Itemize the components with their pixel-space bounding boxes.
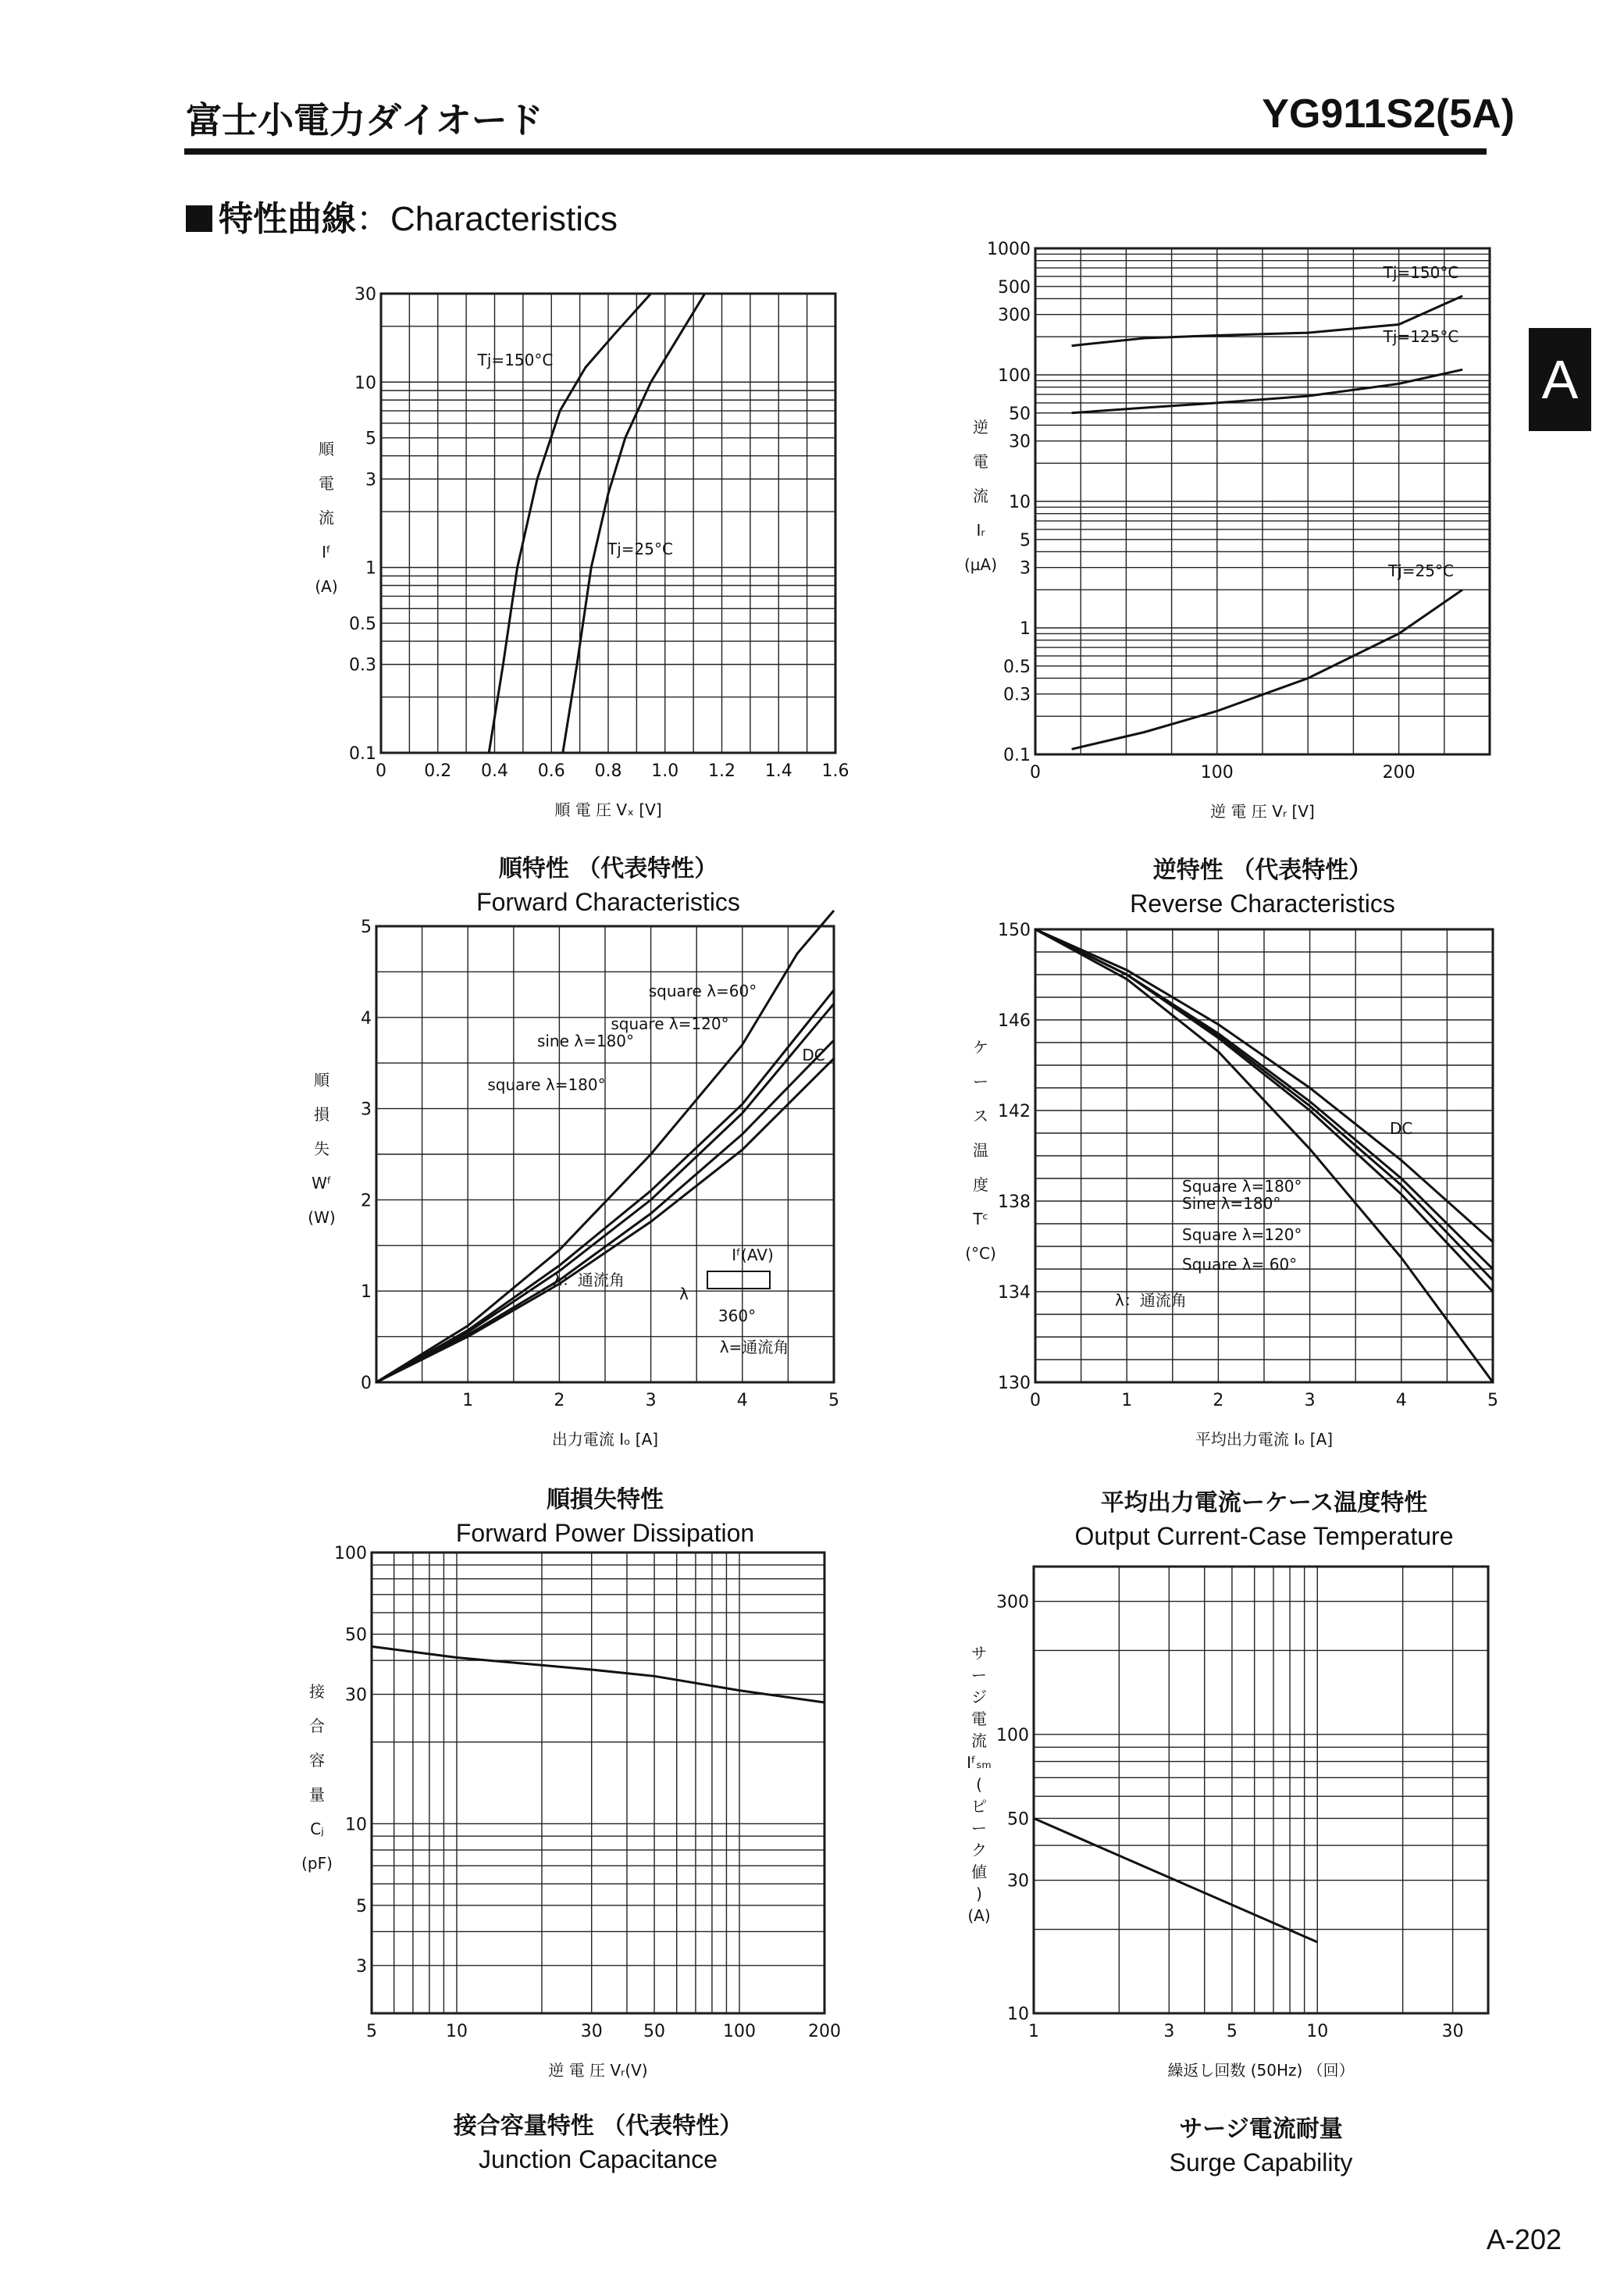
y-axis-label-char: Tᶜ [973, 1210, 988, 1228]
y-tick-label: 5 [361, 918, 372, 937]
y-axis-label-char: 容 [309, 1751, 325, 1770]
y-tick-label: 2 [361, 1191, 372, 1211]
y-tick-label: 30 [354, 285, 376, 305]
legend-label: DC [1390, 1119, 1413, 1138]
y-axis-label-char: Iᵣ [976, 521, 985, 540]
x-tick-label: 5 [366, 2022, 377, 2041]
y-axis-label-char: 合 [309, 1717, 325, 1735]
y-axis-label-char: (W) [308, 1208, 336, 1227]
capacitance-plot-frame [372, 1553, 824, 2013]
y-tick-label: 134 [998, 1283, 1031, 1303]
x-tick-label: 0 [1030, 763, 1041, 783]
x-tick-label: 5 [1487, 1391, 1498, 1410]
y-tick-label: 146 [998, 1011, 1031, 1031]
chart-caption-jp: 順特性 （代表特性） [498, 855, 718, 882]
y-tick-label: 100 [996, 1725, 1029, 1745]
y-axis-label-char: 流 [319, 508, 334, 527]
x-tick-label: 1.6 [821, 761, 849, 781]
x-tick-label: 200 [1382, 763, 1416, 783]
y-tick-label: 5 [356, 1896, 367, 1916]
y-axis-label-char: サ [971, 1644, 987, 1663]
chart-caption-en: Output Current-Case Temperature [1074, 1522, 1454, 1550]
x-tick-label: 1 [462, 1391, 474, 1410]
y-axis-label-char: 順 [314, 1071, 329, 1089]
y-tick-label: 142 [998, 1102, 1031, 1121]
x-axis-label: 順 電 圧 Vₓ [V] [554, 800, 662, 819]
y-tick-label: 0.5 [1003, 657, 1031, 677]
series-label: Tj=25°C [607, 540, 673, 558]
waveform-pulse [707, 1271, 770, 1289]
x-tick-label: 5 [1226, 2022, 1238, 2041]
y-tick-label: 30 [1009, 432, 1031, 452]
legend-label: Square λ=180° [1182, 1177, 1302, 1196]
chart-caption-en: Forward Characteristics [476, 888, 740, 916]
y-tick-label: 1 [365, 558, 376, 579]
legend-label: Square λ= 60° [1182, 1255, 1298, 1274]
x-tick-label: 0 [376, 761, 386, 781]
y-axis-label-char: ピ [971, 1797, 987, 1816]
series-label: Tj=25°C [1388, 561, 1454, 580]
forward-grid [381, 294, 835, 753]
x-tick-label: 0 [1030, 1391, 1041, 1410]
series-label: Tj=150°C [477, 351, 554, 369]
capacitance-chart [301, 1544, 841, 2173]
x-tick-label: 4 [736, 1391, 748, 1410]
y-tick-label: 138 [998, 1192, 1031, 1212]
x-axis-label: 出力電流 Iₒ [A] [551, 1430, 659, 1449]
chart-caption-en: Reverse Characteristics [1130, 889, 1395, 918]
y-tick-label: 300 [998, 305, 1031, 326]
x-tick-label: 10 [1306, 2022, 1329, 2041]
y-tick-label: 3 [1020, 558, 1031, 579]
x-tick-label: 0.6 [537, 761, 565, 781]
y-axis-label-char: ( [976, 1775, 982, 1794]
y-axis-label-char: Cⱼ [310, 1820, 324, 1838]
y-axis-label-char: 量 [309, 1785, 325, 1804]
y-tick-label: 5 [365, 429, 376, 449]
y-tick-label: 100 [998, 366, 1031, 386]
x-tick-label: 3 [645, 1391, 657, 1410]
y-tick-label: 3 [356, 1956, 367, 1977]
annotation: λ=通流角 [719, 1338, 789, 1356]
capacitance-grid [372, 1553, 824, 2013]
annotation: 360° [718, 1307, 757, 1325]
x-tick-label: 2 [1213, 1391, 1224, 1410]
series-label: square λ=60° [648, 982, 757, 1000]
chart-caption-en: Junction Capacitance [479, 2145, 718, 2173]
y-tick-label: 50 [1007, 1809, 1029, 1830]
y-axis-label-char: ケ [973, 1038, 988, 1057]
y-tick-label: 1 [1020, 619, 1031, 639]
section-title-en: Characteristics [390, 200, 618, 238]
y-tick-label: 0.3 [1003, 685, 1031, 705]
y-tick-label: 10 [345, 1815, 367, 1835]
y-tick-label: 0.1 [349, 744, 376, 764]
annotation: λ：通流角 [553, 1271, 625, 1289]
y-axis-label-char: Iᶠₛₘ [967, 1753, 992, 1772]
y-axis-label-char: ー [973, 1072, 988, 1091]
x-tick-label: 1.4 [764, 761, 792, 781]
y-tick-label: 30 [345, 1685, 367, 1706]
x-tick-label: 100 [723, 2022, 757, 2041]
y-axis-label-char: ) [976, 1884, 982, 1903]
y-tick-label: 3 [361, 1100, 372, 1120]
series-label: Tj=125°C [1383, 327, 1459, 346]
y-axis-label-char: (A) [967, 1906, 991, 1925]
y-axis-label-char: 流 [971, 1731, 987, 1750]
legend-label: λ：通流角 [1115, 1291, 1187, 1310]
x-tick-label: 1.0 [651, 761, 679, 781]
y-tick-label: 50 [345, 1625, 367, 1645]
y-axis-label-char: 逆 [973, 418, 988, 437]
legend-label: Square λ=120° [1182, 1225, 1302, 1244]
y-axis-label-char: 電 [319, 474, 334, 493]
case_temp-chart [965, 921, 1498, 1550]
forward-chart [315, 285, 849, 916]
y-axis-label-char: 失 [314, 1139, 329, 1158]
y-axis-label-char: ス [973, 1107, 988, 1125]
x-tick-label: 4 [1395, 1391, 1407, 1410]
reverse-series-line-3 [1072, 590, 1463, 749]
y-axis-label-char: 度 [973, 1175, 988, 1194]
y-axis-label-char: (pF) [301, 1854, 333, 1873]
series-label: DC [802, 1046, 825, 1064]
chart-caption-en: Surge Capability [1169, 2148, 1353, 2176]
y-axis-label-char: 流 [973, 487, 988, 505]
y-tick-label: 0 [361, 1374, 372, 1393]
series-label: square λ=120° [611, 1014, 729, 1033]
x-tick-label: 0.4 [481, 761, 508, 781]
x-tick-label: 0.2 [424, 761, 452, 781]
reverse-grid [1035, 248, 1490, 754]
x-axis-label: 逆 電 圧 Vᵣ(V) [548, 2061, 648, 2080]
y-tick-label: 30 [1007, 1871, 1029, 1891]
y-axis-label-char: 電 [973, 452, 988, 471]
case_temp-grid [1035, 929, 1493, 1382]
y-axis-label-char: Iᶠ [322, 543, 331, 561]
section-title-separator: ： [356, 199, 390, 239]
x-axis-label: 繰返し回数 (50Hz) （回） [1167, 2061, 1355, 2080]
y-axis-label-char: ー [971, 1666, 987, 1684]
x-tick-label: 5 [828, 1391, 839, 1410]
y-tick-label: 100 [334, 1544, 367, 1563]
y-tick-label: 10 [1009, 493, 1031, 512]
y-tick-label: 5 [1020, 530, 1031, 551]
reverse-series-line-2 [1072, 369, 1463, 413]
annotation: Iᶠ(AV) [732, 1246, 774, 1264]
surge-grid [1034, 1567, 1488, 2013]
y-axis-label-char: 順 [319, 440, 334, 458]
x-axis-label: 逆 電 圧 Vᵣ [V] [1210, 802, 1315, 821]
series-label: square λ=180° [487, 1075, 606, 1094]
annotation: λ [679, 1285, 689, 1303]
x-tick-label: 1 [1028, 2022, 1039, 2041]
y-axis-label-char: ク [971, 1841, 987, 1859]
y-axis-label-char: 温 [973, 1141, 988, 1160]
x-tick-label: 2 [554, 1391, 565, 1410]
legend-label: Sine λ=180° [1182, 1194, 1281, 1213]
section-title-jp: 特性曲線 [219, 199, 356, 239]
side-tab: A [1529, 328, 1591, 431]
y-axis-label-char: ジ [971, 1688, 987, 1706]
y-tick-label: 10 [1007, 2005, 1029, 2024]
power-grid [376, 926, 834, 1382]
series-label: Tj=150°C [1383, 263, 1459, 282]
y-axis-label-char: Wᶠ [312, 1174, 332, 1192]
y-tick-label: 1 [361, 1282, 372, 1303]
y-tick-label: 0.5 [349, 615, 376, 635]
x-tick-label: 50 [643, 2022, 666, 2041]
y-axis-label-char: (μA) [963, 555, 998, 574]
chart-caption-jp: 平均出力電流ーケース温度特性 [1100, 1489, 1428, 1517]
y-tick-label: 4 [361, 1008, 372, 1028]
part-number: YG911S2(5A) [1262, 91, 1515, 137]
y-tick-label: 300 [996, 1592, 1029, 1613]
x-tick-label: 30 [580, 2022, 603, 2041]
y-axis-label-char: (°C) [965, 1244, 996, 1263]
x-tick-label: 1.2 [708, 761, 735, 781]
chart-caption-jp: 逆特性 （代表特性） [1152, 857, 1373, 884]
y-tick-label: 130 [998, 1374, 1031, 1393]
y-axis-label-char: 値 [971, 1863, 987, 1881]
forward-series-line-2 [563, 294, 705, 753]
chart-caption-jp: 順損失特性 [547, 1486, 664, 1513]
x-tick-label: 10 [445, 2022, 468, 2041]
y-axis-label-char: (A) [315, 577, 338, 596]
y-axis-label-char: ー [971, 1819, 987, 1838]
y-tick-label: 3 [365, 470, 376, 490]
power-chart [308, 911, 839, 1547]
y-tick-label: 50 [1009, 404, 1031, 424]
chart-caption-en: Forward Power Dissipation [455, 1519, 755, 1547]
x-tick-label: 0.8 [594, 761, 622, 781]
x-tick-label: 30 [1441, 2022, 1464, 2041]
x-axis-label: 平均出力電流 Iₒ [A] [1195, 1430, 1334, 1449]
x-tick-label: 1 [1121, 1391, 1133, 1410]
y-axis-label-char: 損 [314, 1105, 329, 1124]
y-tick-label: 0.3 [349, 655, 376, 676]
y-tick-label: 500 [998, 277, 1031, 298]
x-tick-label: 200 [808, 2022, 841, 2041]
reverse-chart [964, 240, 1490, 918]
surge-chart [967, 1567, 1488, 2176]
series-label: sine λ=180° [536, 1032, 635, 1050]
y-axis-label-char: 電 [971, 1709, 987, 1728]
y-tick-label: 10 [354, 373, 376, 394]
chart-caption-jp: 接合容量特性 （代表特性） [453, 2112, 743, 2140]
x-tick-label: 100 [1200, 763, 1234, 783]
page-number: A-202 [1486, 2223, 1562, 2255]
chart-caption-jp: サージ電流耐量 [1179, 2116, 1343, 2143]
y-tick-label: 1000 [987, 240, 1031, 259]
header-title: 富士小電力ダイオード [186, 99, 543, 141]
y-tick-label: 0.1 [1003, 746, 1031, 765]
x-tick-label: 3 [1304, 1391, 1316, 1410]
y-axis-label-char: 接 [309, 1682, 325, 1701]
x-tick-label: 3 [1163, 2022, 1175, 2041]
surge-plot-frame [1034, 1567, 1488, 2013]
y-tick-label: 150 [998, 921, 1031, 940]
